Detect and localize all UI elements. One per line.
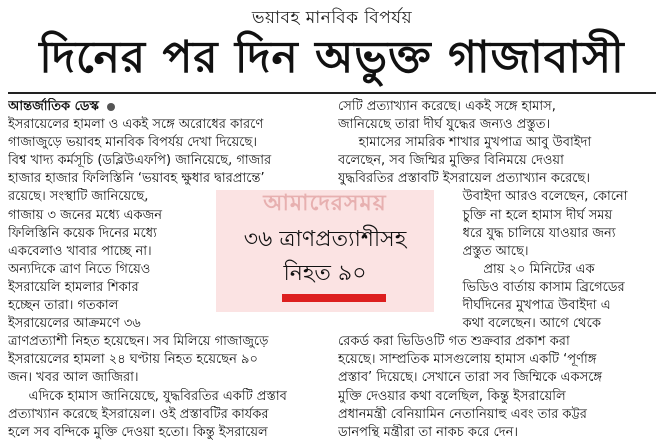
- right-bottom-lines: [338, 333, 660, 442]
- dateline: আন্তর্জাতিক ডেস্ক: [8, 99, 99, 114]
- text-line: গাজাজুড়ে ভয়াবহ মানবিক বিপর্যয় দেখা দিয়েছে।: [8, 135, 257, 151]
- pullquote-line-2: নিহত ৯০: [283, 261, 367, 286]
- dateline-row: [8, 98, 330, 116]
- text-line: ইসরায়েলি হামলার শিকার: [8, 279, 139, 295]
- text-line: বলেছেন, সব জিম্মির মুক্তির বিনিময়ে দেওয়া: [338, 153, 564, 169]
- kicker: ভয়াবহ মানবিক বিপর্যয়: [251, 8, 413, 28]
- pullquote-box: [216, 190, 434, 312]
- text-line: উবাইদা আরও বলেছেন, কোনো: [442, 189, 628, 205]
- text-line: হচ্ছেন তারা। গতকাল: [8, 298, 119, 314]
- text-line: হামাসের সামরিক শাখার মুখপাত্র আবু উবাইদা: [338, 135, 592, 151]
- headline-rule: [8, 92, 656, 94]
- text-line: ভিডিও বার্তায় কাসাম ব্রিগেডের: [442, 279, 625, 295]
- text-line: রয়েছে। সংস্থাটি জানিয়েছে,: [8, 189, 149, 205]
- text-line: অন্যদিকে ত্রাণ নিতে গিয়েও: [8, 261, 151, 277]
- text-line: প্রস্তাব’ দিয়েছে। সেখানে তারা সব জিম্মিকে একসঙ্গে: [338, 370, 603, 386]
- text-line: সেটি প্রত্যাখ্যান করেছে। একই সঙ্গে হামাস,: [338, 99, 556, 114]
- text-line: দীর্ঘদিনের মুখপাত্র উবাইদা এ: [442, 298, 611, 314]
- text-line: চুক্তি না হলে হামাস দীর্ঘ সময়: [442, 207, 613, 223]
- text-line: ইসরায়েলের হামলা ও একই সঙ্গে অরোধের কারণে: [8, 117, 264, 133]
- text-line: জানিয়েছে তারা দীর্ঘ যুদ্ধের জন্যও প্রস্তুত।: [338, 117, 551, 133]
- text-line: যুদ্ধবিরতির প্রস্তাবটি ইসরায়েল প্রত্যাখ্যান করেছে।: [338, 171, 591, 187]
- text-line: ইসরায়েলের আক্রমণে ৩৬: [8, 316, 141, 332]
- text-line: একবেলাও খাবার পাচ্ছে না।: [8, 243, 152, 259]
- text-line: বিশ্ব খাদ্য কর্মসূচি (ডব্লিউএফপি) জানিয়েছে, গাজার: [8, 153, 272, 169]
- text-line: এদিকে হামাস জানিয়েছে, যুদ্ধবিরতির একটি প্রস্তাব: [8, 388, 287, 404]
- pullquote-accent-bar: [282, 294, 386, 302]
- text-line: কথা বলেছেন। আগে থেকে: [442, 316, 601, 332]
- text-line: প্রত্যাখ্যান করেছে ইসরায়েল। ওই প্রস্তাবটির কার্যকর: [8, 406, 269, 422]
- text-line: প্রস্তুত আছে।: [442, 243, 529, 259]
- text-line: ডানপন্থি মন্ত্রীরা তা নাকচ করে দেন।: [338, 424, 519, 440]
- pullquote-watermark: আমাদেরসময়: [263, 191, 387, 216]
- text-line: জন। খবর আল জাজিরা।: [8, 370, 139, 386]
- text-line: প্রায় ২০ মিনিটের এক: [442, 261, 595, 277]
- text-line: গাজায় ৩ জনের মধ্যে একজন: [8, 207, 162, 223]
- text-line: ধরে যুদ্ধ চালিয়ে যাওয়ার জন্য: [442, 225, 616, 241]
- text-line: রেকর্ড করা ভিডিওটি গত শুক্রবার প্রকাশ করা: [338, 334, 570, 350]
- text-line: ইসরায়েলের হামলা ২৪ ঘণ্টায় নিহত হয়েছেন ৯০: [8, 352, 258, 368]
- text-line: মুক্তি দেওয়ার কথা বলেছিল, কিন্তু ইসরায়েলি: [338, 388, 566, 404]
- headline: দিনের পর দিন অভুক্ত গাজাবাসী: [39, 32, 625, 83]
- text-line: প্রধানমন্ত্রী বেনিয়ামিন নেতানিয়াহু এবং তার কট্টর: [338, 406, 587, 422]
- text-line: ত্রাণপ্রত্যাশী নিহত হয়েছেন। সব মিলিয়ে গাজাজুড়ে: [8, 334, 269, 350]
- pullquote-line-1: ৩৬ ত্রাণপ্রত্যাশীসহ: [243, 227, 407, 252]
- dateline-bullet-icon: [107, 103, 115, 111]
- text-line: ফিলিস্তিনি কয়েক দিনের মধ্যে: [8, 225, 157, 241]
- text-line: হলে সব বন্দিকে মুক্তি দেওয়া হতো। কিন্তু ইসরায়েল: [8, 424, 268, 440]
- text-line: হয়েছে। সাম্প্রতিক মাসগুলোয় হামাস একটি ‘পূর্ণাঙ্গ: [338, 352, 597, 368]
- text-line: হাজার হাজার ফিলিস্তিনি ‘ভয়াবহ ক্ষুধার দ্বারপ্রান্তে’: [8, 171, 265, 187]
